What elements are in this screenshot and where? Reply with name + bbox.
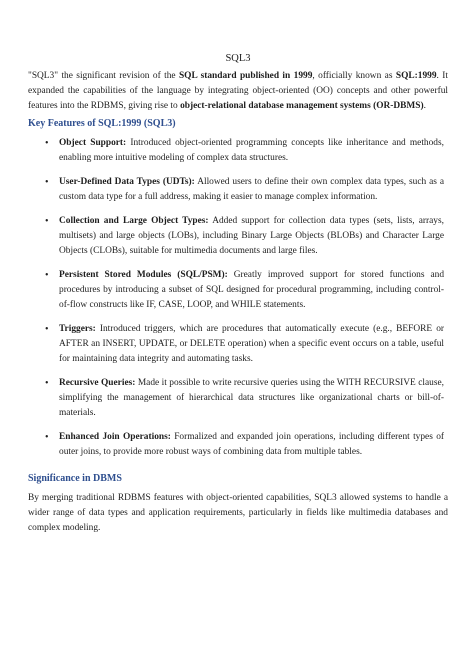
feature-text: Formalized and expanded join operations, including different types of outer joins, to provide more robust ways of combining data from multiple tables. [59,432,444,457]
bullet-icon: • [45,378,49,389]
feature-item-collections [28,214,448,259]
bullet-icon: • [45,270,49,281]
feature-text: Added support for collection data types (sets, lists, arrays, multisets) and large objects (LOBs), including Binary Large Objects (BLOBs) and Character Large Objects (CLOBs), suitable for multimedia documents and large files. [59,216,444,256]
feature-term: Triggers: [59,324,96,334]
bullet-icon: • [45,138,49,149]
document-page [28,52,448,536]
bullet-icon: • [45,177,49,188]
intro-paragraph [28,69,448,114]
feature-term: Recursive Queries: [59,378,136,388]
feature-term: Persistent Stored Modules (SQL/PSM): [59,270,228,280]
feature-text: Greatly improved support for stored functions and procedures by introducing a subset of SQL designed for procedural programming, including control-of-flow constructs like IF, CASE, LOOP, and WHILE statements. [59,270,445,310]
feature-item-udts [28,175,448,205]
feature-text: Introduced triggers, which are procedures that automatically execute (e.g., BEFORE or AFTER an INSERT, UPDATE, or DELETE operation) when a specific event occurs on a table, useful for maintaining data integrity and automating tasks. [59,324,444,364]
feature-text: Introduced object-oriented programming concepts like inheritance and methods, enabling more intuitive modeling of complex data structures. [59,138,444,163]
feature-text: Made it possible to write recursive queries using the WITH RECURSIVE clause, simplifying the management of hierarchical data structures like organizational charts or bill-of-materials. [59,378,444,418]
intro-text-3: . It expanded the capabilities of the language by integrating object-oriented (OO) concepts and other powerful features into the RDBMS, giving rise to [28,71,448,111]
features-heading: Key Features of SQL:1999 (SQL3) [28,118,176,129]
intro-bold-standard: SQL standard published in 1999 [178,71,313,81]
feature-item-psm [28,268,448,313]
feature-term: Collection and Large Object Types: [59,216,209,226]
feature-item-joins [28,430,448,460]
feature-text: Allowed users to define their own complex data types, such as a custom data type for a full address, making it easier to manage complex information. [59,177,444,202]
intro-bold-sql1999: SQL:1999 [395,71,437,81]
feature-term: User-Defined Data Types (UDTs): [59,177,195,187]
intro-bold-ordbms: object-relational database management systems (OR-DBMS) [180,101,424,111]
feature-item-recursive [28,376,448,421]
feature-term: Object Support: [59,138,127,148]
document-title: SQL3 [225,53,251,64]
intro-text-1: "SQL3" the significant revision of the [28,71,179,81]
feature-item-object-support [28,136,448,166]
intro-text-end: . [423,101,426,111]
significance-heading: Significance in DBMS [28,473,122,484]
bullet-icon: • [45,216,49,227]
features-list [28,136,448,460]
significance-paragraph: By merging traditional RDBMS features with object-oriented capabilities, SQL3 allowed systems to handle a wider range of data types and application requirements, particularly in fields like multimedia databases and complex modeling. [28,493,448,533]
bullet-icon: • [45,432,49,443]
feature-item-triggers [28,322,448,367]
intro-text-2: , officially known as [312,71,396,81]
bullet-icon: • [45,324,49,335]
feature-term: Enhanced Join Operations: [59,432,171,442]
